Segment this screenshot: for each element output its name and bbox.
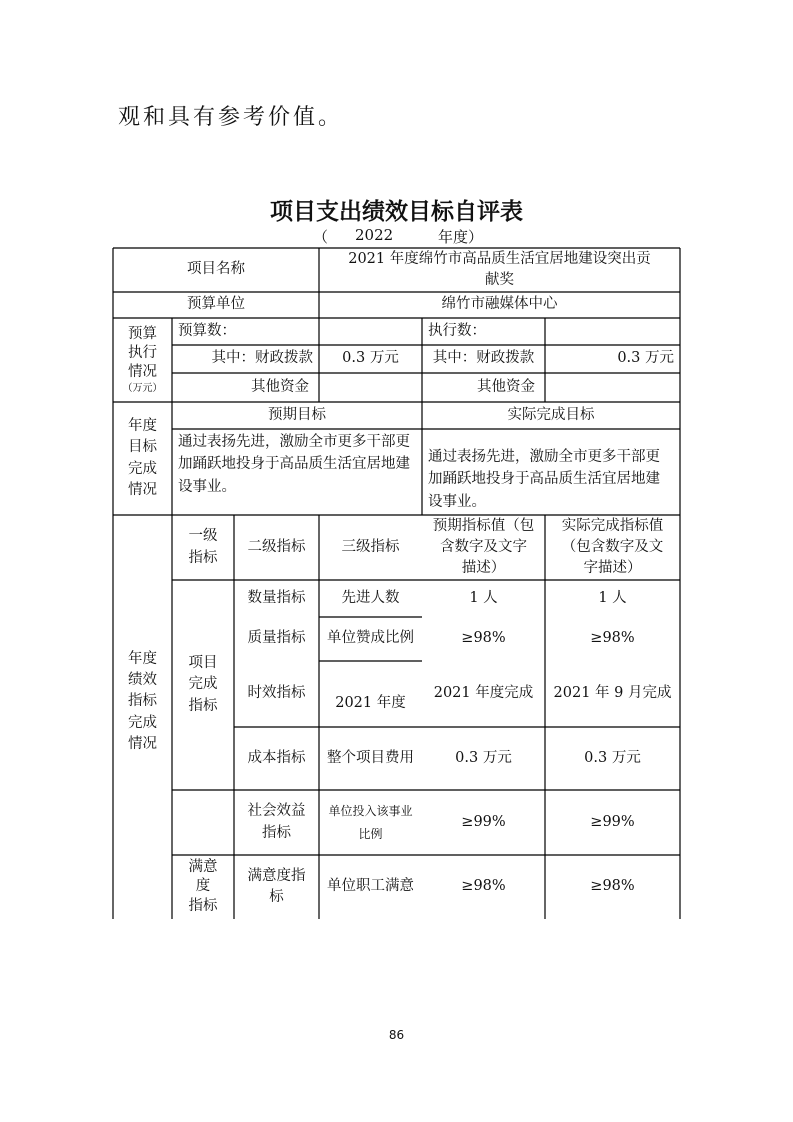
- row-timeliness-expected: 2021 年度完成: [433, 685, 534, 702]
- group1-line-2: 完成: [188, 676, 218, 693]
- row-cost-expected: 0.3 万元: [455, 749, 512, 766]
- satisfaction-group: [172, 855, 234, 919]
- indicators-line-5: 情况: [128, 735, 157, 752]
- level2-header: 二级指标: [247, 538, 306, 555]
- level3-header: 三级指标: [341, 538, 400, 555]
- row-quality-actual: ≥98%: [590, 630, 635, 647]
- group2-line-3: 指标: [188, 897, 218, 914]
- actual-header-line-1: 实际完成指标值: [561, 517, 664, 534]
- actual-goal-text: 通过表扬先进，激励全市更多干部更加踊跃地投身于高品质生活宜居地建设事业。: [428, 448, 660, 510]
- row-timeliness-actual: 2021 年 9 月完成: [553, 685, 672, 702]
- annual-goal-line-1: 年度: [128, 418, 157, 435]
- budget-amount-label: 预算数：: [178, 322, 236, 339]
- row-quantity-actual: 1 人: [598, 589, 627, 606]
- other-funds-label-budget: 其他资金: [251, 378, 309, 395]
- actual-value-header: [545, 515, 680, 580]
- expected-goal-header: 预期目标: [268, 406, 326, 423]
- expected-goal-text: 通过表扬先进，激励全市更多干部更加踊跃地投身于高品质生活宜居地建设事业。: [178, 434, 410, 495]
- row-cost-actual: 0.3 万元: [584, 749, 641, 766]
- actual-header-line-3: 字描述）: [583, 560, 642, 576]
- fiscal-label-exec: 其中：财政拨款: [432, 350, 535, 367]
- project-completion-group: [172, 580, 234, 790]
- group1-line-1: 项目: [188, 655, 218, 672]
- row-satisfaction-level2: 满意度指标: [247, 867, 306, 905]
- row-quality-expected: ≥98%: [461, 630, 506, 647]
- row-cost-level3: 整个项目费用: [327, 749, 414, 766]
- budget-exec-line-3: 情况: [128, 363, 157, 380]
- level1-header-line-1: 一级: [188, 528, 218, 545]
- table-title: 项目支出绩效目标自评表: [270, 199, 523, 225]
- expected-header-line-2: 含数字及文字: [440, 538, 527, 555]
- budget-unit-label: 预算单位: [187, 296, 245, 313]
- indicators-line-1: 年度: [128, 651, 157, 668]
- year-value: 2022: [355, 226, 394, 244]
- row-social-level3: 单位投入该事业比例: [328, 803, 413, 841]
- row-satisfaction-level3: 单位职工满意: [327, 878, 414, 895]
- row-satisfaction-expected: ≥98%: [461, 878, 506, 895]
- budget-exec-line-1: 预算: [128, 326, 157, 343]
- group2-line-1: 满意: [188, 858, 218, 875]
- budget-exec-label: [113, 318, 172, 402]
- row-quantity-level3: 先进人数: [341, 589, 400, 606]
- actual-goal-header: 实际完成目标: [507, 406, 595, 423]
- row-social-expected: ≥99%: [461, 813, 506, 830]
- fiscal-budget-value: 0.3 万元: [342, 350, 399, 367]
- annual-goal-line-3: 完成: [128, 460, 157, 477]
- page-number: 86: [388, 1028, 405, 1042]
- expected-header-line-1: 预期指标值（包: [432, 517, 535, 534]
- level1-header: [172, 515, 234, 580]
- intro-text: 观和具有参考价值。: [118, 105, 344, 130]
- indicators-line-2: 绩效: [128, 672, 157, 689]
- row-timeliness-level2: 时效指标: [247, 685, 306, 702]
- fiscal-label-budget: 其中：财政拨款: [211, 350, 313, 367]
- row-quantity-level2: 数量指标: [247, 589, 306, 606]
- row-cost-level2: 成本指标: [247, 749, 306, 766]
- group2-line-2: 度: [195, 878, 211, 895]
- annual-goal-line-4: 情况: [128, 481, 157, 498]
- row-quality-level2: 质量指标: [247, 630, 306, 647]
- annual-goal-line-2: 目标: [128, 439, 157, 456]
- row-social-level2: 社会效益指标: [247, 803, 306, 841]
- year-open-paren: （: [313, 228, 329, 246]
- level1-header-line-2: 指标: [188, 549, 218, 566]
- row-social-actual: ≥99%: [590, 813, 635, 830]
- row-satisfaction-actual: ≥98%: [590, 878, 635, 895]
- indicators-line-3: 指标: [128, 693, 157, 710]
- fiscal-exec-value: 0.3 万元: [617, 350, 674, 367]
- annual-goal-label: [113, 402, 172, 515]
- budget-unit-value: 绵竹市融媒体中心: [441, 296, 558, 313]
- row-quantity-expected: 1 人: [469, 589, 498, 606]
- expected-header-line-3: 描述）: [461, 560, 506, 576]
- indicators-line-4: 完成: [128, 714, 157, 731]
- year-suffix: 年度）: [438, 228, 484, 246]
- exec-amount-label: 执行数：: [428, 322, 486, 339]
- actual-header-line-2: （包含数字及文: [561, 538, 664, 555]
- project-name-label: 项目名称: [187, 261, 245, 278]
- group1-line-3: 指标: [188, 697, 218, 714]
- indicators-section-label: [113, 515, 172, 919]
- budget-unit-note: （万元）: [122, 382, 163, 394]
- row-timeliness-level3: 2021 年度: [335, 695, 406, 712]
- project-name-value: 2021 年度绵竹市高品质生活宜居地建设突出贡献奖: [348, 250, 651, 288]
- row-quality-level3: 单位赞成比例: [327, 630, 414, 647]
- expected-value-header: [422, 515, 545, 580]
- other-funds-label-exec: 其他资金: [477, 378, 535, 395]
- budget-exec-line-2: 执行: [128, 345, 157, 362]
